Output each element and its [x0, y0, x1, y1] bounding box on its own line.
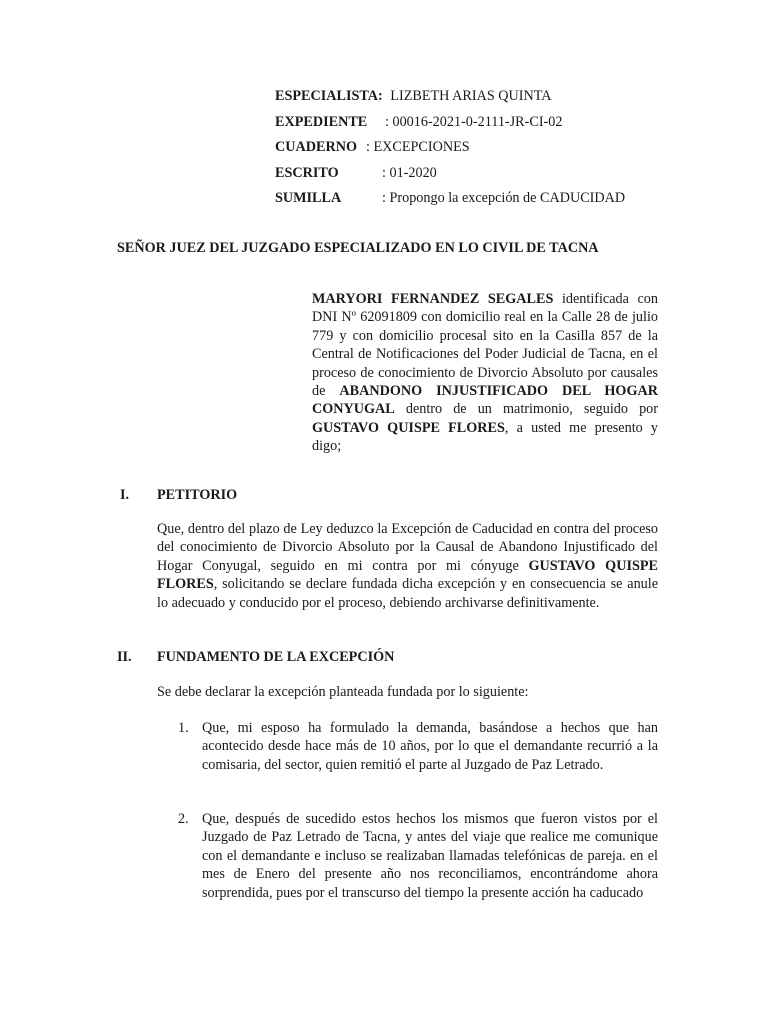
petitorio-text: , solicitando se declare fundada dicha excepción y en consecuencia se anule lo adecuado y conducido por el proceso, debiendo archivarse definitivamente. [157, 576, 658, 611]
list-item-text: Que, después de sucedido estos hechos los mismos que fueron vistos por el Juzgado de Paz Letrado de Tacna, y antes del viaje que realice me comunique con el demandante e incluso se realizaban llamadas telefónicas de pareja. en el mes de Enero del presente año nos reconciliamos, encontrándome ahora sorprendida, pues por el transcurso del tiempo la presente acción ha caducado [202, 811, 658, 901]
header-row-especialista [275, 85, 695, 111]
intro-paragraph [312, 290, 658, 456]
petitioner-name: MARYORI FERNANDEZ SEGALES [312, 291, 554, 307]
section-title: PETITORIO [157, 487, 238, 503]
header-value: : 00016-2021-0-2111-JR-CI-02 [385, 113, 563, 130]
header-value: : Propongo la excepción de CADUCIDAD [382, 190, 626, 206]
cause-name: ABANDONO INJUSTIFICADO DEL HOGAR CONYUGAL [312, 383, 658, 418]
fundamento-lead: Se debe declarar la excepción planteada fundada por lo siguiente: [157, 684, 529, 700]
list-item [178, 810, 658, 902]
header-key: CUADERNO [275, 139, 357, 155]
section-numeral: I. [120, 487, 130, 503]
intro-text: dentro de un matrimonio, seguido por [394, 401, 658, 418]
header-key: EXPEDIENTE [275, 113, 368, 130]
header-row-sumilla [275, 187, 695, 213]
section-title: FUNDAMENTO DE LA EXCEPCIÓN [157, 649, 395, 665]
list-item [178, 719, 658, 774]
header-value: : 01-2020 [382, 164, 437, 181]
list-item-number: 2. [178, 811, 189, 827]
intro-text: , a usted me presento y digo; [312, 419, 658, 455]
respondent-name: GUSTAVO QUISPE FLORES [312, 419, 505, 436]
case-header [275, 85, 695, 213]
header-key: SUMILLA [275, 190, 342, 206]
header-key: ESCRITO [275, 164, 339, 181]
header-row-escrito [275, 162, 695, 188]
header-value: : EXCEPCIONES [366, 139, 470, 155]
list-item-text: Que, mi esposo ha formulado la demanda, basándose a hechos que han acontecido desde hace más de 10 años, por lo que el demandante recurrió a la comisaria, del sector, quien remitió el parte al Juzgado de Paz Letrado. [202, 720, 658, 773]
header-row-cuaderno [275, 136, 695, 162]
header-row-expediente [275, 111, 695, 137]
petitorio-paragraph [157, 520, 658, 612]
section-numeral: II. [117, 649, 132, 665]
petitorio-text: Que, dentro del plazo de Ley deduzco la Excepción de Caducidad en contra del proceso del conocimiento de Divorcio Absoluto por la Causal de Abandono Injustificado del Hogar Conyugal, seguido en mi contra por mi cónyuge [157, 521, 658, 574]
list-item-number: 1. [178, 720, 189, 736]
court-title: SEÑOR JUEZ DEL JUZGADO ESPECIALIZADO EN LO CIVIL DE TACNA [117, 240, 599, 256]
header-value: LIZBETH ARIAS QUINTA [390, 88, 552, 104]
intro-text: identificada con DNI Nº 62091809 con domicilio real en la Calle 28 de julio 779 y con domicilio procesal sito en la Casilla 857 de la Central de Notificaciones del Poder Judicial de Tacna, en el proceso de conocimiento de Divorcio Absoluto por causales de [312, 291, 658, 400]
header-key: ESPECIALISTA: [275, 88, 383, 104]
respondent-name: GUSTAVO QUISPE FLORES [157, 557, 658, 593]
